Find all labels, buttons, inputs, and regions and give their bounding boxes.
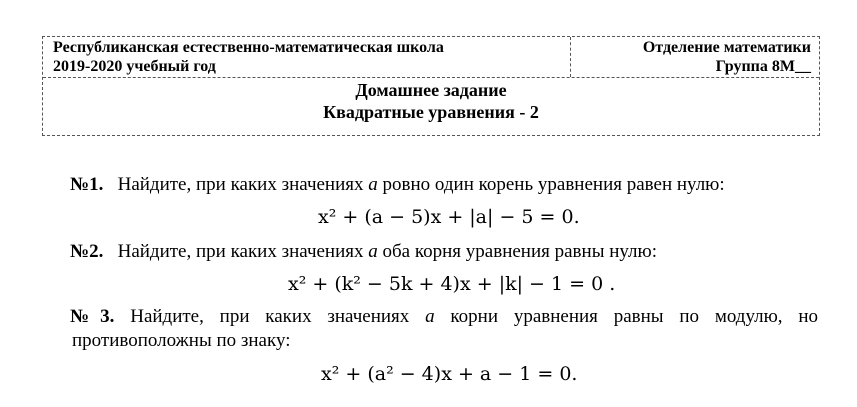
homework-title-line2: Квадратные уравнения - 2 [323,102,539,122]
task-3-variable: a [425,306,435,327]
document-header [42,36,820,136]
school-name: Республиканская естественно-математическая школа [53,39,444,56]
task-3-equation: x² + (a² − 4)x + a − 1 = 0. [321,363,578,385]
task-2-text-before: Найдите, при каких значениях [117,241,369,262]
task-1-number: №1. [70,174,104,195]
task-3-text-line2: противоположны по знаку: [72,330,291,351]
task-2-number: №2. [70,241,104,262]
homework-title-line1: Домашнее задание [355,80,507,100]
task-1-equation: x² + (a − 5)x + |a| − 5 = 0. [318,206,580,228]
task-2-text-after: оба корня уравнения равны нулю: [377,241,657,262]
header-left-cell [43,37,571,77]
task-1-text-before: Найдите, при каких значениях [117,174,369,195]
task-2-equation: x² + (k² − 5k + 4)x + |k| − 1 = 0 . [288,273,616,295]
homework-title [43,79,819,123]
task-1-variable: a [368,174,378,195]
task-3-text-before: Найдите, при каких значениях [130,306,426,327]
task-2-variable: a [368,241,378,262]
header-top-row [43,37,819,78]
task-3 [70,305,818,329]
task-3-text-after: корни уравнения равны по модулю, но [434,306,819,327]
group-name: Группа 8М__ [715,58,811,75]
task-2 [70,240,818,264]
task-3-number: №3. [70,306,115,327]
task-1 [70,173,818,197]
department-name: Отделение математики [642,39,811,56]
school-year: 2019-2020 учебный год [53,58,216,75]
task-1-text-after: ровно один корень уравнения равен нулю: [377,174,725,195]
